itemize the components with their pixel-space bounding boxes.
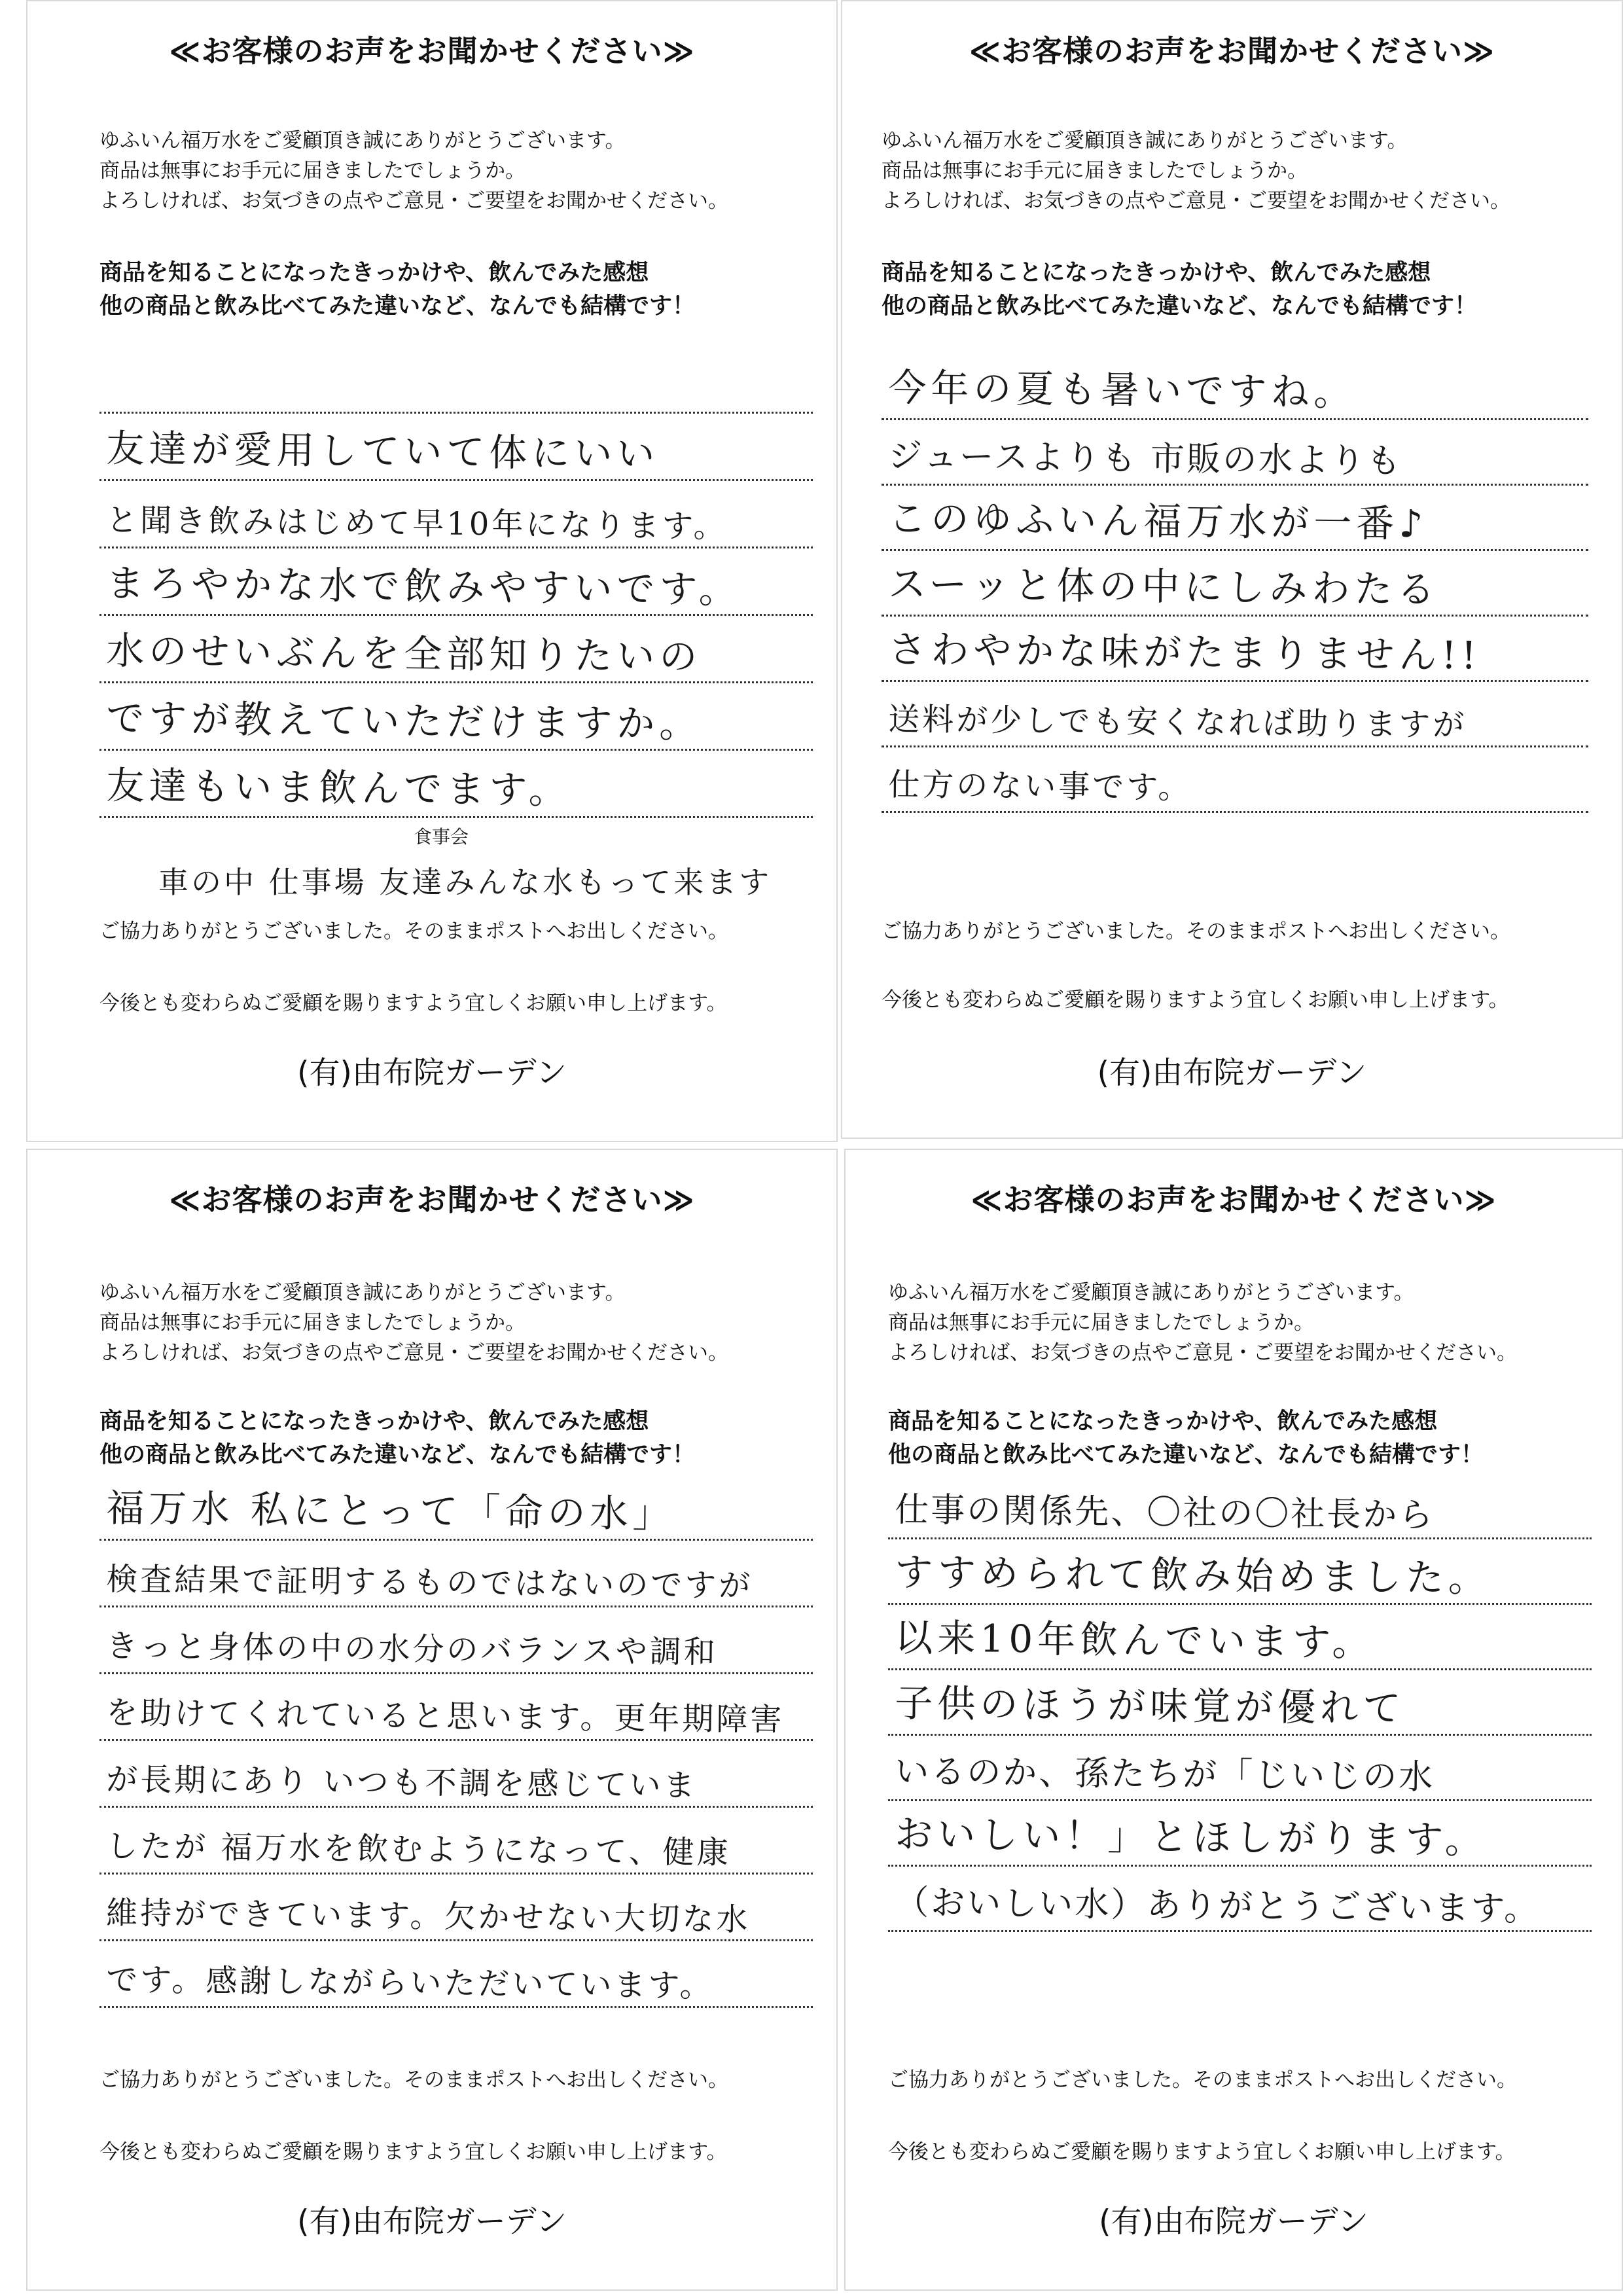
closing-text: 今後とも変わらぬご愛顧を賜りますよう宜しくお願い申し上げます。 [882, 988, 1509, 1012]
card-intro [888, 1278, 1517, 1368]
writing-line [888, 1670, 1592, 1736]
prompt-line: 他の商品と飲み比べてみた違いなど、なんでも結構です！ [99, 1442, 696, 1468]
handwritten-annotation: 食事会 [414, 826, 469, 848]
writing-line [888, 1539, 1592, 1605]
thanks-text: ご協力ありがとうございました。そのままポストへお出しください。 [99, 920, 728, 943]
card-prompt [882, 257, 1477, 323]
handwritten-text: 水のせいぶんを全部知りたいの [106, 628, 702, 679]
intro-line: ゆふいん福万水をご愛顧頂き誠にありがとうございます。 [99, 129, 626, 152]
card-intro [99, 1278, 728, 1368]
writing-line [882, 617, 1588, 682]
writing-line [99, 1874, 813, 1941]
intro-line: よろしければ、お気づきの点やご意見・ご要望をお聞かせください。 [882, 189, 1510, 213]
handwritten-text: と聞き飲みはじめて早10年になります。 [106, 502, 728, 545]
writing-line [99, 346, 813, 414]
prompt-line: 商品を知ることになったきっかけや、飲んでみた感想 [888, 1408, 1438, 1435]
writing-line [882, 486, 1588, 551]
feedback-card-1 [26, 0, 838, 1142]
feedback-card-2 [841, 0, 1623, 1139]
intro-line: 商品は無事にお手元に届きましたでしょうか。 [888, 1311, 1314, 1335]
card-prompt [99, 257, 695, 323]
thanks-text: ご協力ありがとうございました。そのままポストへお出しください。 [99, 2068, 728, 2092]
card-intro [99, 126, 728, 216]
closing-text: 今後とも変わらぬご愛顧を賜りますよう宜しくお願い申し上げます。 [888, 2140, 1516, 2164]
writing-line [888, 1801, 1592, 1867]
handwritten-text: 子供のほうが味覚が優れて [895, 1681, 1406, 1731]
intro-line: よろしければ、お気づきの点やご意見・ご要望をお聞かせください。 [888, 1341, 1517, 1365]
closing-text: 今後とも変わらぬご愛顧を賜りますよう宜しくお願い申し上げます。 [99, 992, 727, 1015]
card-title: ≪お客様のお声をお聞かせください≫ [169, 1182, 695, 1217]
handwritten-text: いるのか、孫たちが「じいじの水 [895, 1752, 1435, 1797]
handwritten-text: 維持ができています。欠かせない大切な水 [106, 1895, 751, 1939]
handwritten-text: 今年の夏も暑いですね。 [888, 365, 1357, 415]
prompt-line: 他の商品と飲み比べてみた違いなど、なんでも結構です！ [888, 1442, 1484, 1468]
card-prompt [888, 1405, 1484, 1472]
writing-line [99, 1607, 813, 1674]
handwritten-text: まろやかな水で飲みやすいです。 [106, 561, 742, 613]
handwritten-text: スーッと体の中にしみわたる [888, 562, 1440, 612]
handwritten-text: 仕事の関係先、〇社の〇社長から [895, 1490, 1435, 1535]
handwritten-extra-line: 車の中 仕事場 友達みんな水もって来ます [158, 865, 772, 900]
card-intro [882, 126, 1510, 216]
feedback-card-4 [844, 1149, 1623, 2291]
prompt-line: 他の商品と飲み比べてみた違いなど、なんでも結構です！ [882, 293, 1478, 319]
company-name: (有)由布院ガーデン [297, 1055, 567, 1091]
card-prompt [99, 1405, 695, 1472]
handwritten-text: ジュースよりも 市販の水よりも [888, 437, 1403, 482]
handwritten-text: 福万水 私にとって「命の水」 [106, 1486, 675, 1537]
card-title: ≪お客様のお声をお聞かせください≫ [169, 33, 695, 69]
company-name: (有)由布院ガーデン [1097, 1055, 1367, 1091]
handwriting-area [888, 1474, 1592, 1932]
closing-text: 今後とも変わらぬご愛顧を賜りますよう宜しくお願い申し上げます。 [99, 2140, 727, 2164]
writing-line [99, 1808, 813, 1874]
writing-line [99, 414, 813, 481]
writing-line [99, 616, 813, 683]
intro-line: よろしければ、お気づきの点やご意見・ご要望をお聞かせください。 [99, 1341, 728, 1365]
intro-line: 商品は無事にお手元に届きましたでしょうか。 [882, 159, 1308, 183]
writing-line [882, 355, 1588, 420]
intro-line: よろしければ、お気づきの点やご意見・ご要望をお聞かせください。 [99, 189, 728, 213]
handwritten-text: きっと身体の中の水分のバランスや調和 [106, 1628, 719, 1671]
handwriting-area [99, 1474, 813, 2008]
writing-line [882, 420, 1588, 486]
card-title: ≪お客様のお声をお聞かせください≫ [969, 33, 1495, 69]
handwritten-text: このゆふいん福万水が一番♪ [888, 496, 1428, 547]
handwritten-text: 送料が少しでも安くなれば助りますが [888, 701, 1467, 744]
handwriting-area [99, 346, 813, 818]
prompt-line: 商品を知ることになったきっかけや、飲んでみた感想 [882, 260, 1431, 286]
thanks-text: ご協力ありがとうございました。そのままポストへお出しください。 [882, 920, 1510, 943]
writing-line [99, 751, 813, 818]
handwritten-text: おいしい！」とほしがります。 [895, 1812, 1488, 1863]
handwritten-text: 友達もいま飲んでます。 [106, 763, 572, 813]
writing-line [888, 1867, 1592, 1932]
writing-line [99, 1741, 813, 1808]
intro-line: ゆふいん福万水をご愛顧頂き誠にありがとうございます。 [888, 1281, 1414, 1304]
intro-line: 商品は無事にお手元に届きましたでしょうか。 [99, 159, 526, 183]
company-name: (有)由布院ガーデン [297, 2204, 567, 2240]
company-name: (有)由布院ガーデン [1099, 2204, 1368, 2240]
intro-line: 商品は無事にお手元に届きましたでしょうか。 [99, 1311, 526, 1335]
writing-line [882, 682, 1588, 747]
writing-line [99, 1941, 813, 2008]
writing-line [888, 1605, 1592, 1670]
handwritten-text: したが 福万水を飲むようになって、健康 [106, 1828, 731, 1871]
writing-line [888, 1474, 1592, 1539]
prompt-line: 商品を知ることになったきっかけや、飲んでみた感想 [99, 1408, 649, 1435]
handwriting-area [882, 355, 1588, 813]
feedback-card-3 [26, 1149, 838, 2291]
writing-line [99, 1541, 813, 1607]
handwritten-text: （おいしい水）ありがとうございます。 [895, 1883, 1541, 1929]
writing-line [99, 683, 813, 751]
intro-line: ゆふいん福万水をご愛顧頂き誠にありがとうございます。 [99, 1281, 626, 1304]
handwritten-text: 仕方のない事です。 [888, 766, 1192, 806]
writing-line [882, 551, 1588, 617]
prompt-line: 他の商品と飲み比べてみた違いなど、なんでも結構です！ [99, 293, 696, 319]
handwritten-text: 検査結果で証明するものではないのですが [106, 1561, 753, 1605]
handwritten-text: を助けてくれていると思います。更年期障害 [106, 1695, 785, 1738]
handwritten-text: が長期にあり いつも不調を感じていま [106, 1761, 698, 1804]
handwritten-text: 友達が愛用していて体にいい [106, 426, 660, 476]
writing-line [99, 1474, 813, 1541]
handwritten-text: さわやかな味がたまりません!! [888, 627, 1482, 678]
handwritten-text: すすめられて飲み始めました。 [895, 1550, 1491, 1601]
intro-line: ゆふいん福万水をご愛顧頂き誠にありがとうございます。 [882, 129, 1408, 152]
prompt-line: 商品を知ることになったきっかけや、飲んでみた感想 [99, 260, 649, 286]
writing-line [882, 747, 1588, 813]
card-title: ≪お客様のお声をお聞かせください≫ [971, 1182, 1497, 1217]
writing-line [888, 1736, 1592, 1801]
writing-line [99, 548, 813, 616]
handwritten-text: ですが教えていただけますか。 [106, 696, 702, 747]
writing-line [99, 481, 813, 548]
thanks-text: ご協力ありがとうございました。そのままポストへお出しください。 [888, 2068, 1517, 2092]
writing-line [99, 1674, 813, 1741]
handwritten-text: です。感謝しながらいただいています。 [106, 1962, 714, 2005]
handwritten-text: 以来10年飲んでいます。 [895, 1615, 1375, 1665]
